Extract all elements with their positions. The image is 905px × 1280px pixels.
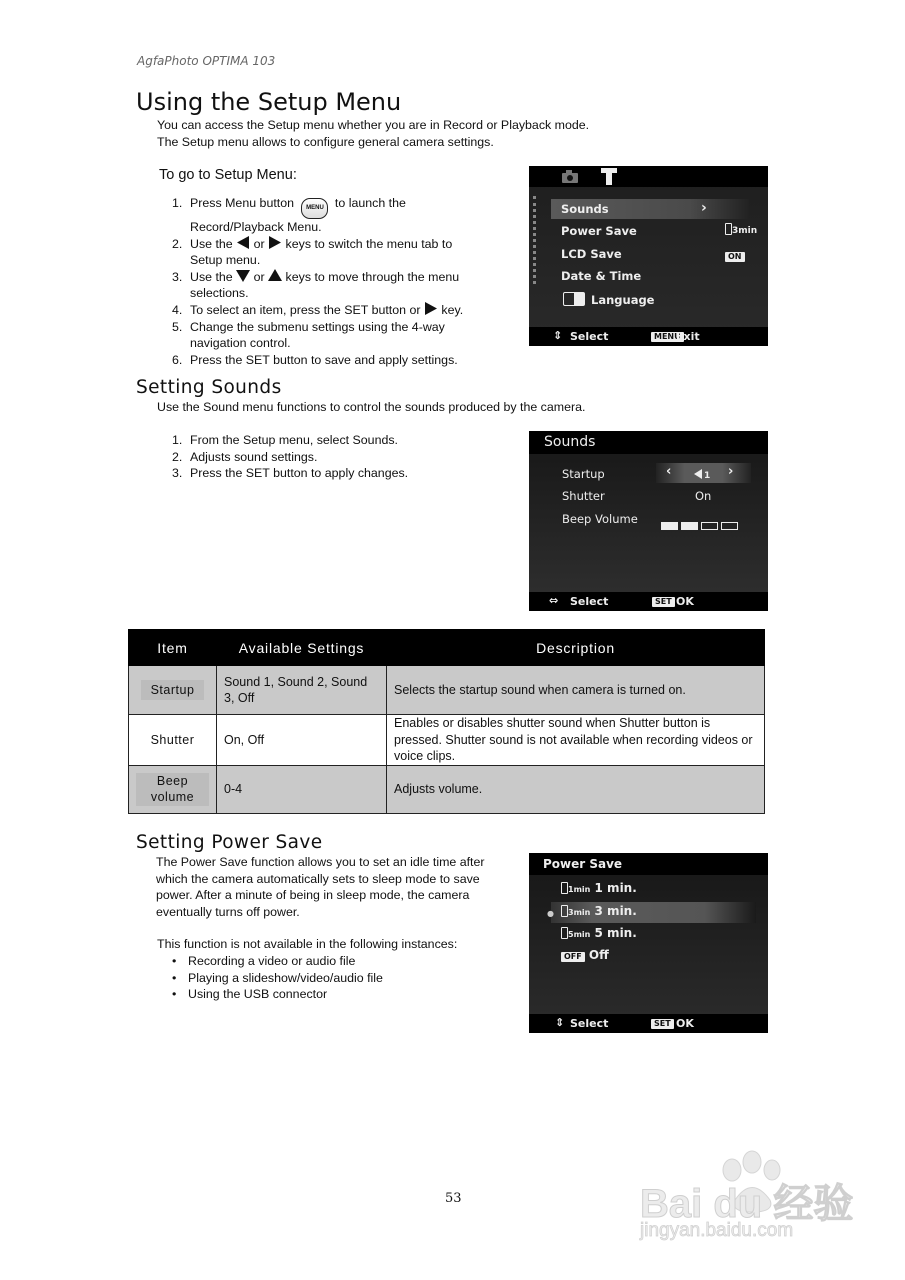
step-text: To select an item, press the SET button or [190,302,421,317]
beep-volume-segment [661,522,678,530]
step-text: Setup menu. [190,253,261,268]
step-text: Press the SET button to save and apply settings. [190,352,458,367]
footer-ok-label: OK [676,595,694,608]
selection-dot-icon: ● [547,909,554,918]
screen-footer [529,327,768,346]
setup-step [172,236,520,269]
table-header: Description [387,630,765,666]
power-save-title: Setting Power Save [136,832,323,853]
beep-volume-segment [701,522,718,530]
table-cell-description: Adjusts volume. [387,765,765,813]
footer-select-label: Select [570,1017,609,1030]
step-number: 5. [172,319,183,334]
battery-icon [561,905,568,917]
power-option-5min[interactable]: 5min 5 min. [561,926,637,940]
step-text: Press Menu button [190,196,295,210]
watermark-brand: Bai du 经验 [640,1182,854,1226]
step-text: Change the submenu settings using the 4-way [190,319,445,334]
set-key-icon: SET [651,1019,674,1029]
step-number: 1. [172,196,183,210]
step-text: keys to switch the menu tab to [285,236,453,251]
menu-item-sounds[interactable]: Sounds [561,202,609,216]
step-number: 6. [172,352,183,367]
setup-steps [172,195,520,368]
table-row [129,715,765,766]
right-arrow-icon [268,236,282,249]
step-text: Use the [190,236,233,251]
shutter-value: On [695,489,712,503]
sounds-steps [172,432,510,482]
navigate-icon: ⇔ [549,594,559,607]
battery-icon [561,927,568,939]
power-save-screen [529,853,768,1033]
down-arrow-icon [236,269,250,282]
table-cell-description: Selects the startup sound when camera is turned on. [387,666,765,715]
navigate-icon: ⇕ [553,329,563,342]
speaker-icon [694,469,702,479]
setup-intro [157,117,589,150]
sounds-title: Setting Sounds [136,377,282,398]
sounds-screen-title: Sounds [544,434,596,450]
step-text: Use the [190,269,233,284]
sounds-step: 3. Press the SET button to apply changes. [172,466,409,481]
off-icon: OFF [561,952,585,962]
sounds-row-shutter[interactable]: Shutter [562,489,605,503]
menu-item-lcd-save[interactable]: LCD Save [561,247,622,261]
intro-line: which the camera automatically sets to sleep mode to save [156,871,480,886]
table-cell-item: Startup [129,666,217,715]
power-option-off[interactable]: OFF Off [561,948,609,962]
table-cell-description: Enables or disables shutter sound when Shutter button is pressed. Shutter sound is not available when recording videos or voice clips. [387,715,765,766]
baidu-watermark [640,1150,865,1250]
table-header: Item [129,630,217,666]
menu-item-power-save[interactable]: Power Save [561,224,637,238]
table-cell-settings: 0-4 [217,765,387,813]
startup-value: 1 [694,467,710,481]
setup-step [172,352,520,369]
screen-footer [529,1014,768,1033]
menu-button-icon: MENU [301,198,328,219]
document-header: AgfaPhoto OPTIMA 103 [137,54,276,68]
right-arrow-icon [424,302,438,315]
set-key-icon: SET [652,597,675,607]
step-text: navigation control. [190,336,291,351]
power-save-intro [156,854,521,920]
up-arrow-icon [268,269,282,282]
sounds-intro: Use the Sound menu functions to control the sounds produced by the camera. [157,400,586,414]
step-text: keys to move through the menu [285,269,460,284]
step-text: selections. [190,286,249,301]
setup-title: Using the Setup Menu [136,88,402,116]
step-text: Record/Playback Menu. [190,220,322,234]
step-text: or [253,236,265,251]
footer-select-label: Select [570,330,609,343]
sounds-settings-table [128,629,765,814]
step-number: 4. [172,302,183,317]
power-save-bullets [172,953,383,1003]
power-save-note: This function is not available in the following instances: [157,937,458,951]
table-cell-settings: Sound 1, Sound 2, Sound 3, Off [217,666,387,715]
setup-step [172,269,520,302]
watermark-url: jingyan.baidu.com [640,1220,794,1241]
table-header: Available Settings [217,630,387,666]
table-cell-settings: On, Off [217,715,387,766]
step-text: or [253,269,265,284]
screen-footer [529,592,768,611]
chevron-right-icon: › [701,200,707,216]
beep-volume-segment [721,522,738,530]
table-row [129,666,765,715]
step-text: key. [441,302,464,317]
list-item: • Recording a video or audio file [172,954,356,968]
lcd-save-value: ON [725,248,745,262]
language-icon [563,292,585,306]
setup-subtitle: To go to Setup Menu: [159,167,297,183]
table-cell-item: Shutter [129,715,217,766]
intro-line: The Power Save function allows you to set an idle time after [156,855,485,869]
step-number: 3. [172,269,183,284]
setup-intro-line: The Setup menu allows to configure general camera settings. [157,134,494,149]
intro-line: power. After a minute of being in sleep mode, the camera [156,888,470,903]
power-save-value: 3min [725,222,757,236]
power-option-1min[interactable]: 1min 1 min. [561,881,637,895]
footer-exit-label: Exit [676,330,700,343]
setup-step [172,302,520,319]
page-number: 53 [445,1191,462,1206]
table-row [129,765,765,813]
sounds-screen [529,431,768,611]
chevron-right-icon: › [728,464,734,479]
setup-step [172,195,520,236]
beep-volume-segment [681,522,698,530]
setup-menu-screen [529,166,768,346]
footer-ok-label: OK [676,1017,694,1030]
intro-line: eventually turns off power. [156,904,300,919]
battery-icon [561,882,568,894]
table-cell-item: Beep volume [129,765,217,813]
chevron-left-icon: ‹ [666,464,672,479]
beep-volume-level [661,515,741,525]
menu-key-icon: MENU [651,332,684,342]
sounds-step: 1. From the Setup menu, select Sounds. [172,433,398,447]
wrench-tab-icon [601,168,617,185]
battery-icon [725,223,732,235]
power-save-screen-title: Power Save [543,857,623,871]
footer-select-label: Select [570,595,609,608]
sounds-row-beep-volume[interactable]: Beep Volume [562,512,638,526]
power-option-3min[interactable]: 3min 3 min. [561,904,637,918]
left-arrow-icon [236,236,250,249]
step-number: 2. [172,236,183,251]
menu-item-language[interactable]: Language [563,292,655,307]
navigate-icon: ⇕ [555,1016,565,1029]
step-text: to launch the [334,196,406,210]
list-item: • Using the USB connector [172,987,328,1002]
table-header-row [129,630,765,666]
sounds-row-startup[interactable]: Startup [562,467,605,481]
list-item: • Playing a slideshow/video/audio file [172,970,383,985]
sounds-step: 2. Adjusts sound settings. [172,449,318,464]
camera-tab-icon [562,170,578,183]
menu-item-date-time[interactable]: Date & Time [561,269,642,283]
setup-step [172,319,520,352]
setup-intro-line: You can access the Setup menu whether you are in Record or Playback mode. [157,118,590,132]
scroll-indicator [533,196,540,284]
